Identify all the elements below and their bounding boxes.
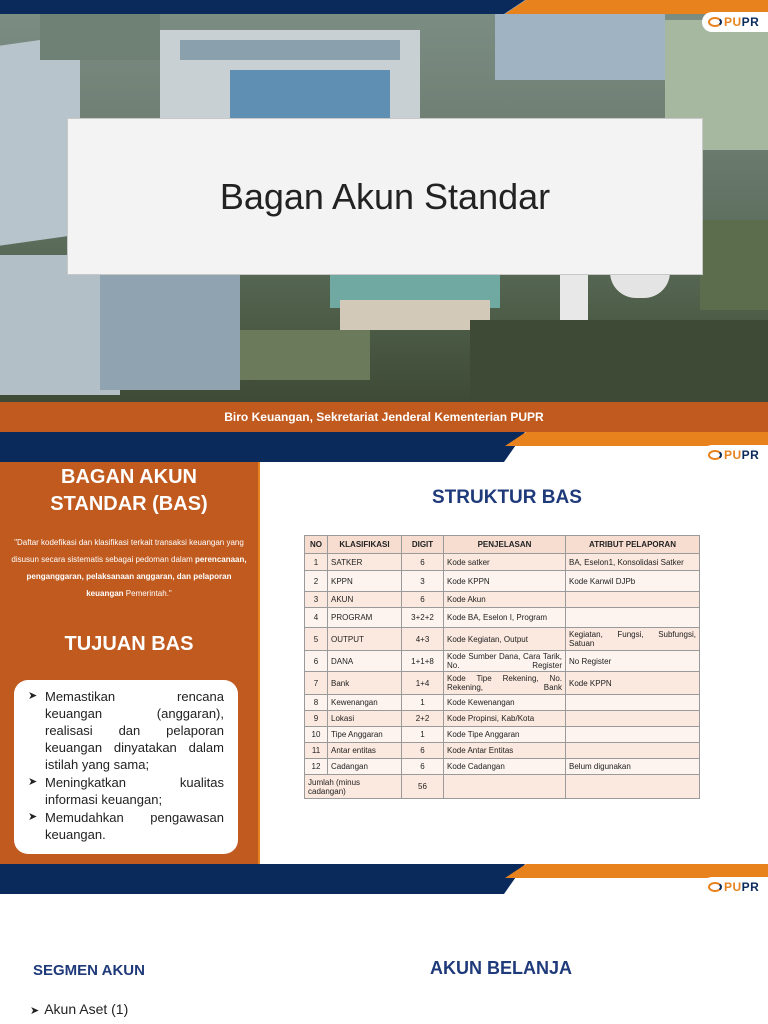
cell-digit: 1	[402, 727, 444, 743]
total-value: 56	[402, 775, 444, 799]
cell-klasifikasi: Cadangan	[328, 759, 402, 775]
cell-atribut: Kegiatan, Fungsi, Subfungsi, Satuan	[566, 628, 700, 651]
list-item: ➤ Akun Aset (1)	[30, 1001, 129, 1017]
cell-digit: 3	[402, 571, 444, 592]
cell-klasifikasi: KPPN	[328, 571, 402, 592]
table-row	[305, 727, 700, 743]
cell-atribut	[566, 727, 700, 743]
cell-no: 8	[305, 695, 328, 711]
table-row	[305, 628, 700, 651]
cell-klasifikasi: DANA	[328, 651, 402, 672]
cell-no: 1	[305, 554, 328, 571]
bas-table	[304, 535, 700, 799]
cell-penjelasan: Kode BA, Eselon I, Program	[444, 608, 566, 628]
page-title: Bagan Akun Standar	[219, 175, 551, 217]
segmen-akun-heading: SEGMEN AKUN	[33, 962, 145, 979]
cell-klasifikasi: Tipe Anggaran	[328, 727, 402, 743]
cell-penjelasan: Kode satker	[444, 554, 566, 571]
cell-penjelasan: Kode KPPN	[444, 571, 566, 592]
table-row	[305, 672, 700, 695]
empty-cell	[566, 775, 700, 799]
akun-belanja-heading: AKUN BELANJA	[430, 958, 573, 978]
cell-no: 10	[305, 727, 328, 743]
subtitle-text: Biro Keuangan, Sekretariat Jenderal Kementerian PUPR	[224, 410, 544, 424]
arrow-bullet-icon: ➤	[28, 690, 38, 702]
cell-penjelasan: Kode Propinsi, Kab/Kota	[444, 711, 566, 727]
cell-klasifikasi: OUTPUT	[328, 628, 402, 651]
cell-atribut	[566, 695, 700, 711]
header-no: NO	[305, 536, 328, 554]
arrow-bullet-icon: ➤	[28, 811, 38, 823]
panel-title: BAGAN AKUN STANDAR (BAS)	[50, 466, 208, 515]
header-penjelasan: PENJELASAN	[444, 536, 566, 554]
title-box	[67, 118, 703, 275]
cell-klasifikasi: SATKER	[328, 554, 402, 571]
header-navy-band	[0, 864, 525, 894]
slide-title	[0, 0, 768, 432]
header-navy-band	[0, 0, 525, 14]
cell-penjelasan: Kode Kegiatan, Output	[444, 628, 566, 651]
cell-atribut	[566, 592, 700, 608]
cell-klasifikasi: PROGRAM	[328, 608, 402, 628]
table-row	[305, 608, 700, 628]
pupr-logo: PUPR	[702, 445, 768, 465]
bas-table-wrapper	[304, 535, 700, 799]
table-row	[305, 554, 700, 571]
goal-item: ➤ Meningkatkan kualitas informasi keuangan;	[28, 775, 224, 807]
header-orange-band	[505, 864, 768, 878]
table-row	[305, 743, 700, 759]
header-klasifikasi: KLASIFIKASI	[328, 536, 402, 554]
cell-klasifikasi: Lokasi	[328, 711, 402, 727]
definition-quote: "Daftar kodefikasi dan klasifikasi terkait transaksi keuangan yang disusun secara sistematis sebagai pedoman dalam perencanaan, penganggaran, pelaksanaan anggaran, dan pelaporan keuangan Pemerintah."	[11, 538, 247, 598]
cell-atribut	[566, 743, 700, 759]
cell-no: 7	[305, 672, 328, 695]
cell-atribut: Belum digunakan	[566, 759, 700, 775]
subtitle-strip	[0, 402, 768, 432]
slide-bas-structure	[0, 432, 768, 864]
pupr-logo: PUPR	[702, 877, 768, 897]
header-atribut: ATRIBUT PELAPORAN	[566, 536, 700, 554]
cell-digit: 1+4	[402, 672, 444, 695]
cell-penjelasan: Kode Sumber Dana, Cara Tarik, No. Register	[444, 651, 566, 672]
cell-digit: 6	[402, 743, 444, 759]
table-row	[305, 571, 700, 592]
panel-divider	[258, 462, 260, 864]
slide-segmen-akun	[0, 864, 768, 1024]
cell-no: 9	[305, 711, 328, 727]
cell-klasifikasi: AKUN	[328, 592, 402, 608]
arrow-bullet-icon: ➤	[30, 1005, 40, 1017]
table-header-row	[305, 536, 700, 554]
table-row	[305, 711, 700, 727]
table-row	[305, 759, 700, 775]
cell-no: 11	[305, 743, 328, 759]
cell-atribut	[566, 711, 700, 727]
cell-digit: 6	[402, 554, 444, 571]
cell-no: 6	[305, 651, 328, 672]
table-total-row	[305, 775, 700, 799]
arrow-bullet-icon: ➤	[28, 776, 38, 788]
pupr-emblem-icon	[708, 450, 722, 460]
goals-box	[14, 680, 238, 854]
goals-title: TUJUAN BAS	[64, 633, 194, 655]
table-title: STRUKTUR BAS	[432, 487, 582, 508]
pupr-emblem-icon	[708, 882, 722, 892]
table-row	[305, 592, 700, 608]
cell-no: 5	[305, 628, 328, 651]
header-digit: DIGIT	[402, 536, 444, 554]
table-row	[305, 695, 700, 711]
cell-no: 12	[305, 759, 328, 775]
cell-atribut	[566, 608, 700, 628]
header-orange-band	[505, 432, 768, 446]
cell-atribut: Kode KPPN	[566, 672, 700, 695]
header-navy-band	[0, 432, 525, 462]
cell-penjelasan: Kode Tipe Rekening, No. Rekening, Bank	[444, 672, 566, 695]
cell-atribut: BA, Eselon1, Konsolidasi Satker	[566, 554, 700, 571]
cell-digit: 1	[402, 695, 444, 711]
total-label: Jumlah (minus cadangan)	[305, 775, 402, 799]
cell-no: 2	[305, 571, 328, 592]
cell-penjelasan: Kode Akun	[444, 592, 566, 608]
cell-digit: 6	[402, 759, 444, 775]
cell-klasifikasi: Antar entitas	[328, 743, 402, 759]
cell-penjelasan: Kode Kewenangan	[444, 695, 566, 711]
cell-digit: 3+2+2	[402, 608, 444, 628]
cell-atribut: No Register	[566, 651, 700, 672]
cell-digit: 4+3	[402, 628, 444, 651]
goal-item: ➤ Memudahkan pengawasan keuangan.	[28, 810, 224, 842]
empty-cell	[444, 775, 566, 799]
cell-atribut: Kode Kanwil DJPb	[566, 571, 700, 592]
pupr-emblem-icon	[708, 17, 722, 27]
cell-no: 3	[305, 592, 328, 608]
cell-digit: 6	[402, 592, 444, 608]
cell-klasifikasi: Kewenangan	[328, 695, 402, 711]
cell-klasifikasi: Bank	[328, 672, 402, 695]
cell-digit: 1+1+8	[402, 651, 444, 672]
pupr-logo: PUPR	[702, 12, 768, 32]
cell-penjelasan: Kode Tipe Anggaran	[444, 727, 566, 743]
cell-no: 4	[305, 608, 328, 628]
table-row	[305, 651, 700, 672]
cell-digit: 2+2	[402, 711, 444, 727]
goal-item: ➤ Memastikan rencana keuangan (anggaran), realisasi dan pelaporan keuangan dinyatakan dalam istilah yang sama;	[28, 689, 224, 772]
cell-penjelasan: Kode Cadangan	[444, 759, 566, 775]
cell-penjelasan: Kode Antar Entitas	[444, 743, 566, 759]
